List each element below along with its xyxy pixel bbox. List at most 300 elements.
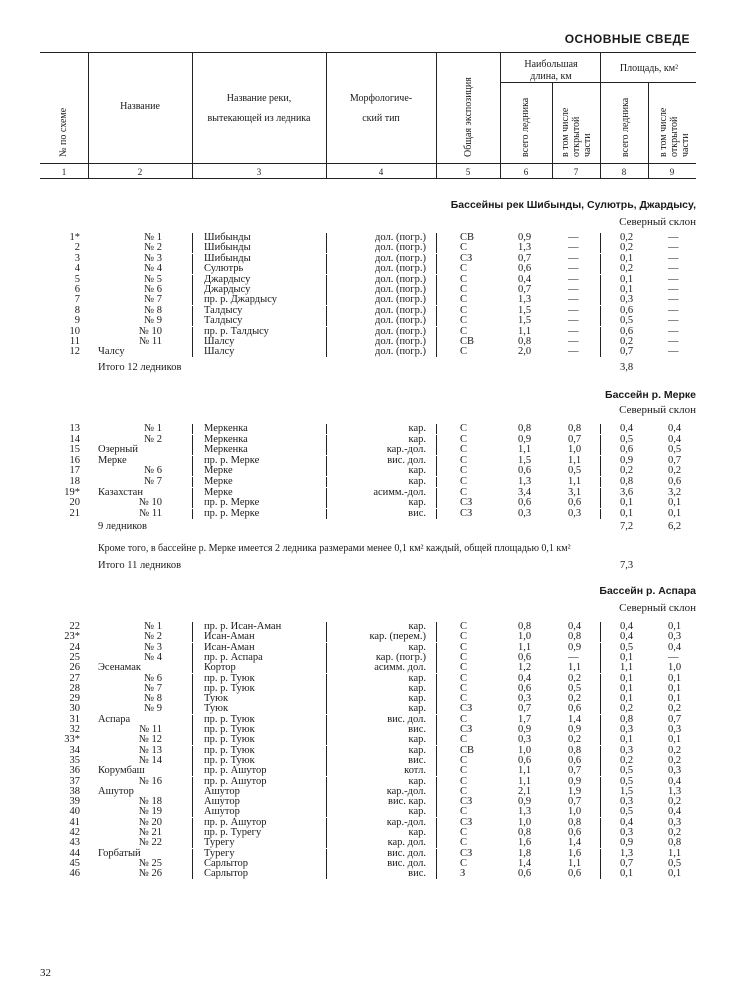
table-cell: 0,9	[568, 724, 582, 735]
table-cell: 1,4	[568, 837, 582, 849]
col-length-open-header-1: в том числе	[560, 107, 571, 157]
column-rule	[192, 295, 193, 305]
table-cell: Мерке	[204, 486, 233, 498]
column-rule	[192, 797, 193, 807]
table-cell: 26	[69, 662, 80, 674]
table-cell: № 2	[144, 433, 162, 445]
table-cell: 0,2	[668, 796, 682, 808]
table-cell: 0,7	[518, 703, 532, 715]
column-rule	[326, 828, 327, 838]
table-cell: № 9	[144, 315, 162, 327]
table-cell: Эсенамак	[98, 662, 141, 674]
column-rule	[326, 725, 327, 735]
table-cell: —	[668, 232, 679, 243]
table-cell: 14	[69, 433, 80, 445]
table-cell: 0,4	[518, 273, 532, 285]
column-rule	[192, 756, 193, 766]
table-cell: 1,0	[518, 631, 532, 643]
table-cell: 28	[69, 682, 80, 694]
table-cell: З	[460, 868, 466, 880]
table-cell: Мерке	[204, 465, 233, 477]
table-cell: 0,8	[518, 827, 532, 838]
table-cell: 0,1	[668, 682, 682, 694]
table-cell: кар.	[408, 672, 426, 684]
column-rule	[192, 264, 193, 274]
table-cell: 2,1	[518, 785, 532, 797]
section-2-title: Бассейн р. Мерке	[605, 389, 696, 401]
table-cell: —	[668, 252, 679, 264]
column-rule	[436, 327, 437, 337]
column-rule	[192, 663, 193, 673]
table-cell: 31	[69, 713, 80, 725]
table-cell: 0,7	[668, 454, 682, 466]
table-cell: Сулютрь	[204, 263, 244, 275]
table-cell: кар.	[408, 693, 426, 705]
table-cell: 0,2	[620, 703, 634, 715]
table-cell: 1,2	[518, 662, 532, 674]
table-cell: вис.	[408, 507, 426, 519]
table-cell: СЗ	[460, 497, 473, 509]
table-cell: —	[668, 346, 679, 358]
column-rule	[600, 347, 601, 357]
table-cell: 41	[69, 816, 80, 828]
column-rule	[326, 233, 327, 243]
table-cell: дол. (погр.)	[375, 336, 426, 347]
col-length-open-header-2: открытой	[571, 116, 582, 157]
table-cell: С	[460, 827, 468, 838]
table-cell: 0,7	[518, 252, 532, 264]
column-rule	[326, 653, 327, 663]
table-cell: вис.	[408, 724, 426, 735]
column-rule	[600, 777, 601, 787]
col-num-2: 2	[137, 167, 143, 177]
column-rule	[326, 869, 327, 879]
table-cell: С	[460, 631, 468, 643]
column-rule	[600, 674, 601, 684]
column-rule	[600, 466, 601, 476]
table-cell: № 1	[144, 621, 162, 632]
column-rule	[436, 632, 437, 642]
table-cell: дол. (погр.)	[375, 284, 426, 295]
col-length-open-header-3: части	[582, 133, 593, 157]
column-rule	[326, 777, 327, 787]
table-cell: № 10	[138, 497, 162, 509]
table-cell: 9	[74, 315, 80, 327]
table-cell: № 2	[144, 631, 162, 643]
table-cell: кар. (перем.)	[369, 631, 426, 643]
table-cell: 0,3	[518, 507, 532, 519]
table-cell: 0,3	[620, 744, 634, 756]
column-rule	[436, 869, 437, 879]
table-cell: № 1	[144, 232, 162, 243]
table-cell: № 7	[144, 682, 162, 694]
table-cell: кар. (погр.)	[375, 651, 426, 663]
table-cell: 17	[69, 465, 80, 477]
section-3-title: Бассейн р. Аспара	[599, 585, 696, 597]
column-rule	[600, 488, 601, 498]
table-cell: № 16	[138, 775, 162, 787]
table-cell: 0,3	[518, 734, 532, 746]
column-rule	[436, 285, 437, 295]
column-rule	[600, 869, 601, 879]
column-rule	[600, 456, 601, 466]
column-rule	[326, 674, 327, 684]
table-cell: № 26	[138, 868, 162, 880]
table-cell: 22	[69, 621, 80, 632]
column-rule	[326, 254, 327, 264]
table-cell: СВ	[460, 744, 475, 756]
table-cell: 36	[69, 765, 80, 777]
table-cell: 1,1	[568, 454, 582, 466]
column-rule	[436, 264, 437, 274]
column-rule	[600, 766, 601, 776]
table-cell: С	[460, 651, 468, 663]
table-cell: пр. р. Джардысу	[204, 294, 277, 306]
table-row	[0, 509, 740, 520]
table-cell: 34	[69, 744, 80, 756]
column-rule	[326, 694, 327, 704]
table-cell: 1,4	[518, 857, 532, 869]
table-cell: 0,9	[518, 232, 532, 243]
table-cell: Ашутор	[98, 785, 134, 797]
section-1-total-label: Итого 12 ледников	[98, 362, 182, 373]
table-cell: 7	[74, 294, 80, 306]
column-rule	[326, 488, 327, 498]
column-rule	[192, 509, 193, 519]
table-cell: С	[460, 346, 468, 358]
table-cell: 2,0	[518, 346, 532, 358]
table-cell: пр. р. Туюк	[204, 713, 255, 725]
table-cell: 1,1	[568, 476, 582, 487]
table-cell: 1,0	[568, 444, 582, 456]
table-cell: 0,1	[668, 672, 682, 684]
table-cell: 0,6	[518, 651, 532, 663]
length-group-header-1: Наибольшая	[524, 59, 578, 70]
table-cell: № 5	[144, 273, 162, 285]
column-rule	[192, 488, 193, 498]
column-rule	[600, 275, 601, 285]
table-cell: кар.	[408, 806, 426, 818]
table-cell: С	[460, 294, 468, 306]
table-cell: Шибынды	[204, 232, 251, 243]
table-cell: 1,5	[518, 304, 532, 316]
table-cell: 0,2	[620, 754, 634, 766]
table-cell: 0,6	[518, 682, 532, 694]
table-cell: 18	[69, 476, 80, 487]
column-rule	[436, 746, 437, 756]
table-cell: 0,8	[568, 744, 582, 756]
column-rule	[326, 663, 327, 673]
table-cell: 0,1	[620, 651, 634, 663]
table-cell: 19*	[64, 486, 80, 498]
col-num-7: 7	[573, 167, 579, 177]
table-cell: 1,3	[518, 294, 532, 306]
column-rule	[436, 243, 437, 253]
table-cell: —	[568, 304, 579, 316]
column-rule	[600, 295, 601, 305]
table-cell: 0,6	[620, 304, 634, 316]
table-cell: Талдысу	[204, 315, 243, 327]
column-rule	[192, 807, 193, 817]
table-cell: 0,3	[668, 631, 682, 643]
table-cell: 1,8	[518, 847, 532, 859]
column-rule	[192, 424, 193, 434]
section-2-subtotal-open: 6,2	[668, 521, 682, 532]
col-exposure-header: Общая экспозиция	[463, 77, 474, 157]
column-rule	[326, 787, 327, 797]
table-cell: С	[460, 682, 468, 694]
table-cell: Шалсу	[204, 346, 235, 358]
table-cell: 0,5	[620, 775, 634, 787]
col-num-6: 6	[523, 167, 529, 177]
column-rule	[600, 859, 601, 869]
table-cell: № 11	[139, 336, 162, 347]
table-cell: 0,1	[668, 497, 682, 509]
table-cell: 20	[69, 497, 80, 509]
table-cell: С	[460, 315, 468, 327]
column-rule	[600, 828, 601, 838]
table-cell: 5	[74, 273, 80, 285]
table-cell: дол. (погр.)	[375, 346, 426, 358]
table-cell: 0,1	[620, 273, 634, 285]
table-cell: С	[460, 693, 468, 705]
table-cell: 45	[69, 857, 80, 869]
section-2-total-area: 7,3	[620, 560, 634, 571]
table-cell: 1,5	[518, 454, 532, 466]
table-cell: кар. дол.	[387, 837, 426, 849]
table-cell: 0,3	[620, 294, 634, 306]
table-cell: 0,1	[620, 252, 634, 264]
table-cell: 0,2	[568, 693, 582, 705]
table-cell: пр. р. Талдысу	[204, 325, 269, 337]
column-rule	[326, 509, 327, 519]
column-rule	[600, 694, 601, 704]
table-cell: 0,3	[668, 724, 682, 735]
table-cell: 0,7	[620, 346, 634, 358]
column-rule	[600, 653, 601, 663]
table-cell: 0,7	[668, 713, 682, 725]
table-cell: С	[460, 486, 468, 498]
col-area-open-header-2: открытой	[669, 116, 680, 157]
table-cell: 0,7	[518, 284, 532, 295]
column-rule	[600, 337, 601, 347]
table-cell: С	[460, 765, 468, 777]
section-3-slope: Северный склон	[619, 602, 696, 614]
table-cell: 0,1	[668, 868, 682, 880]
table-cell: № 3	[144, 641, 162, 653]
table-cell: 1,0	[518, 744, 532, 756]
table-cell: 1,0	[518, 816, 532, 828]
table-cell: 1,5	[620, 785, 634, 797]
column-rule	[326, 285, 327, 295]
page-running-title: ОСНОВНЫЕ СВЕДЕ	[564, 32, 690, 46]
table-cell: —	[568, 252, 579, 264]
table-cell: 8	[74, 304, 80, 316]
table-cell: дол. (погр.)	[375, 252, 426, 264]
table-cell: 0,2	[668, 703, 682, 715]
table-cell: 0,8	[668, 837, 682, 849]
table-cell: 0,6	[518, 754, 532, 766]
table-cell: № 11	[139, 724, 162, 735]
col-type-header-2: ский тип	[362, 113, 400, 124]
col-river-header-2: вытекающей из ледника	[207, 113, 311, 124]
table-cell: 0,1	[620, 682, 634, 694]
column-rule	[326, 316, 327, 326]
table-cell: 0,2	[568, 734, 582, 746]
column-rule	[326, 264, 327, 274]
table-cell: 1,1	[518, 444, 532, 456]
column-rule	[326, 622, 327, 632]
column-rule	[192, 725, 193, 735]
table-cell: 3,1	[568, 486, 582, 498]
table-cell: —	[668, 242, 679, 254]
table-cell: № 6	[144, 465, 162, 477]
table-cell: 2	[74, 242, 80, 254]
table-cell: 0,4	[518, 672, 532, 684]
column-rule	[436, 477, 437, 487]
table-cell: 0,5	[668, 444, 682, 456]
table-cell: № 3	[144, 252, 162, 264]
table-cell: 0,6	[568, 754, 582, 766]
table-cell: 0,1	[620, 734, 634, 746]
column-rule	[436, 488, 437, 498]
table-cell: № 8	[144, 304, 162, 316]
column-rule	[192, 233, 193, 243]
table-cell: С	[460, 775, 468, 787]
table-cell: 11	[69, 336, 80, 347]
table-row	[0, 869, 740, 880]
table-cell: пр. р. Ашутор	[204, 765, 267, 777]
table-cell: кар.	[408, 682, 426, 694]
column-rule	[436, 818, 437, 828]
column-rule	[600, 498, 601, 508]
col-area-open-header-3: части	[680, 133, 691, 157]
table-cell: Турегу	[204, 847, 235, 859]
table-cell: кар.	[408, 827, 426, 838]
column-rule	[326, 797, 327, 807]
table-cell: дол. (погр.)	[375, 273, 426, 285]
column-rule	[600, 477, 601, 487]
column-rule	[600, 509, 601, 519]
table-cell: 1,0	[668, 662, 682, 674]
section-1-title: Бассейны рек Шибынды, Сулютрь, Джардысу,	[450, 199, 696, 211]
table-cell: 6	[74, 284, 80, 295]
column-rule	[326, 715, 327, 725]
column-rule	[436, 435, 437, 445]
column-rule	[326, 684, 327, 694]
table-numbers-rule	[40, 178, 696, 179]
table-cell: 40	[69, 806, 80, 818]
table-cell: Меркенка	[204, 423, 248, 434]
column-rule	[436, 498, 437, 508]
col-length-total-header: всего ледника	[520, 97, 531, 157]
column-rule	[436, 797, 437, 807]
col-num-9: 9	[669, 167, 675, 177]
table-cell: —	[568, 336, 579, 347]
table-cell: 25	[69, 651, 80, 663]
table-cell: пр. р. Турегу	[204, 827, 262, 838]
col-area-open-header-1: в том числе	[658, 107, 669, 157]
table-cell: 1,1	[518, 325, 532, 337]
table-cell: 0,3	[568, 507, 582, 519]
table-cell: 0,5	[568, 465, 582, 477]
table-cell: СЗ	[460, 703, 473, 715]
table-header-rule	[40, 163, 696, 164]
table-cell: пр. р. Ашутор	[204, 816, 267, 828]
table-cell: 42	[69, 827, 80, 838]
column-rule	[600, 704, 601, 714]
column-rule	[192, 766, 193, 776]
table-cell: 0,5	[568, 682, 582, 694]
table-cell: 0,9	[620, 837, 634, 849]
table-cell: С	[460, 785, 468, 797]
table-cell: С	[460, 662, 468, 674]
table-cell: —	[568, 242, 579, 254]
column-rule	[192, 435, 193, 445]
table-cell: 0,1	[668, 621, 682, 632]
column-rule	[600, 838, 601, 848]
table-cell: вис. дол.	[387, 857, 426, 869]
table-cell: Сарлытор	[204, 857, 249, 869]
table-cell: СВ	[460, 336, 475, 347]
table-top-rule	[40, 52, 696, 53]
column-rule	[192, 828, 193, 838]
table-cell: 0,6	[518, 868, 532, 880]
table-cell: СЗ	[460, 724, 473, 735]
column-rule	[326, 347, 327, 357]
table-cell: 0,9	[568, 641, 582, 653]
column-rule	[436, 424, 437, 434]
column-rule	[436, 347, 437, 357]
table-cell: 23*	[64, 631, 80, 643]
table-cell: асимм. дол.	[374, 662, 426, 674]
table-cell: 30	[69, 703, 80, 715]
column-rule	[192, 622, 193, 632]
table-cell: 0,5	[668, 857, 682, 869]
column-rule	[600, 715, 601, 725]
table-cell: котл.	[404, 765, 426, 777]
table-cell: 0,6	[518, 263, 532, 275]
table-cell: 0,7	[568, 765, 582, 777]
table-cell: 0,2	[668, 744, 682, 756]
table-cell: 1,3	[620, 847, 634, 859]
table-cell: Шалсу	[204, 336, 235, 347]
table-cell: 0,3	[668, 765, 682, 777]
column-rule	[600, 643, 601, 653]
column-rule	[192, 653, 193, 663]
table-cell: С	[460, 621, 468, 632]
table-cell: 0,7	[620, 857, 634, 869]
length-group-header-2: длина, км	[530, 71, 572, 82]
table-cell: 1,0	[568, 806, 582, 818]
column-rule	[326, 838, 327, 848]
table-cell: С	[460, 423, 468, 434]
table-cell: 3,4	[518, 486, 532, 498]
table-cell: Шибынды	[204, 252, 251, 264]
column-rule	[436, 849, 437, 859]
table-cell: 3	[74, 252, 80, 264]
table-cell: 0,1	[620, 693, 634, 705]
table-cell: Озерный	[98, 444, 138, 456]
table-cell: —	[568, 346, 579, 358]
table-cell: С	[460, 734, 468, 746]
table-cell: 3,2	[668, 486, 682, 498]
table-cell: 0,2	[568, 672, 582, 684]
column-rule	[192, 306, 193, 316]
column-rule	[436, 316, 437, 326]
table-cell: Шибынды	[204, 242, 251, 254]
column-rule	[436, 684, 437, 694]
